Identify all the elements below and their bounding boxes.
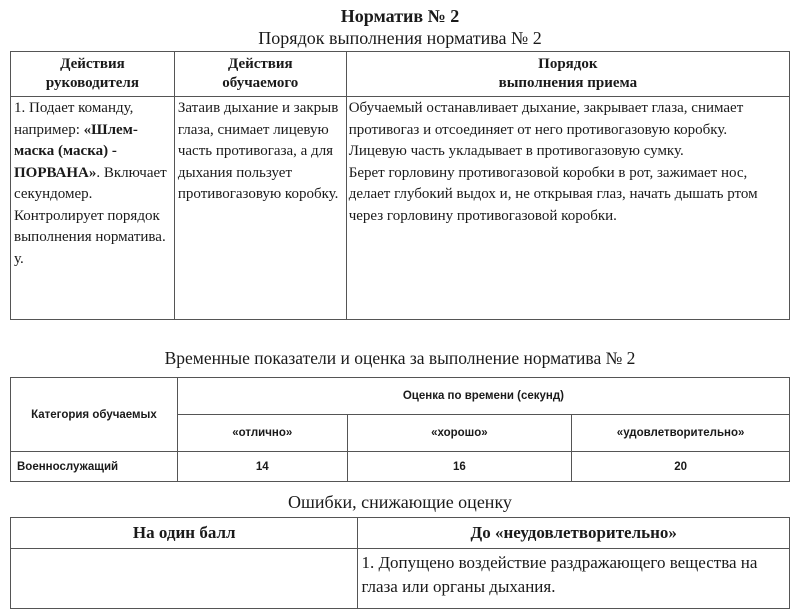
- category-header: Категория обучаемых: [11, 378, 178, 452]
- page-title: Норматив № 2: [340, 6, 460, 26]
- header-supervisor-actions: Действия руководителя: [11, 52, 175, 97]
- procedure-order-cell: Обучаемый останавливает дыхание, закрывает глаза, снимает противогаз и отсоединяет от него противогазовую коробку. Лицевую часть укладывает в противогазовую сумку. Берет горловину противогазовой коробки в рот, зажимает нос, делает глубокий выдох и, не открывая глаз, начать дышать ртом через горловину противогазовой коробки.: [346, 97, 789, 320]
- header-one-point: На один балл: [11, 518, 358, 549]
- time-indicators-heading: Временные показатели и оценка за выполнение норматива № 2: [164, 348, 636, 368]
- trainee-actions-cell: Затаив дыхание и закрыв глаза, снимает лицевую часть противогаза, а для дыхания пользует противогазовую коробку.: [174, 97, 346, 320]
- command-text: «Шлем-маска (маска) - ПОРВАНА»: [14, 121, 138, 181]
- supervisor-actions-cell: 1. Подает команду, например: «Шлем-маска (маска) - ПОРВАНА». Включает секундомер. Контролирует порядок выполнения норматива. у.: [11, 97, 175, 320]
- header-unsatisfactory: До «неудовлетворительно»: [358, 518, 790, 549]
- time-grade-header: Оценка по времени (секунд): [177, 378, 789, 415]
- procedure-table: [10, 51, 790, 320]
- value-excellent: 14: [177, 452, 347, 482]
- errors-heading: Ошибки, снижающие оценку: [288, 492, 512, 512]
- unsatisfactory-errors-cell: 1. Допущено воздействие раздражающего вещества на глаза или органы дыхания.: [358, 549, 790, 609]
- value-satisfactory: 20: [572, 452, 790, 482]
- value-good: 16: [347, 452, 572, 482]
- page-subtitle: Порядок выполнения норматива № 2: [258, 28, 542, 48]
- errors-table: [10, 517, 790, 609]
- grade-good: «хорошо»: [347, 415, 572, 452]
- grade-excellent: «отлично»: [177, 415, 347, 452]
- header-trainee-actions: Действия обучаемого: [174, 52, 346, 97]
- grade-satisfactory: «удовлетворительно»: [572, 415, 790, 452]
- time-grading-table: [10, 377, 790, 482]
- row-label-serviceman: Военнослужащий: [11, 452, 178, 482]
- header-procedure-order: Порядок выполнения приема: [346, 52, 789, 97]
